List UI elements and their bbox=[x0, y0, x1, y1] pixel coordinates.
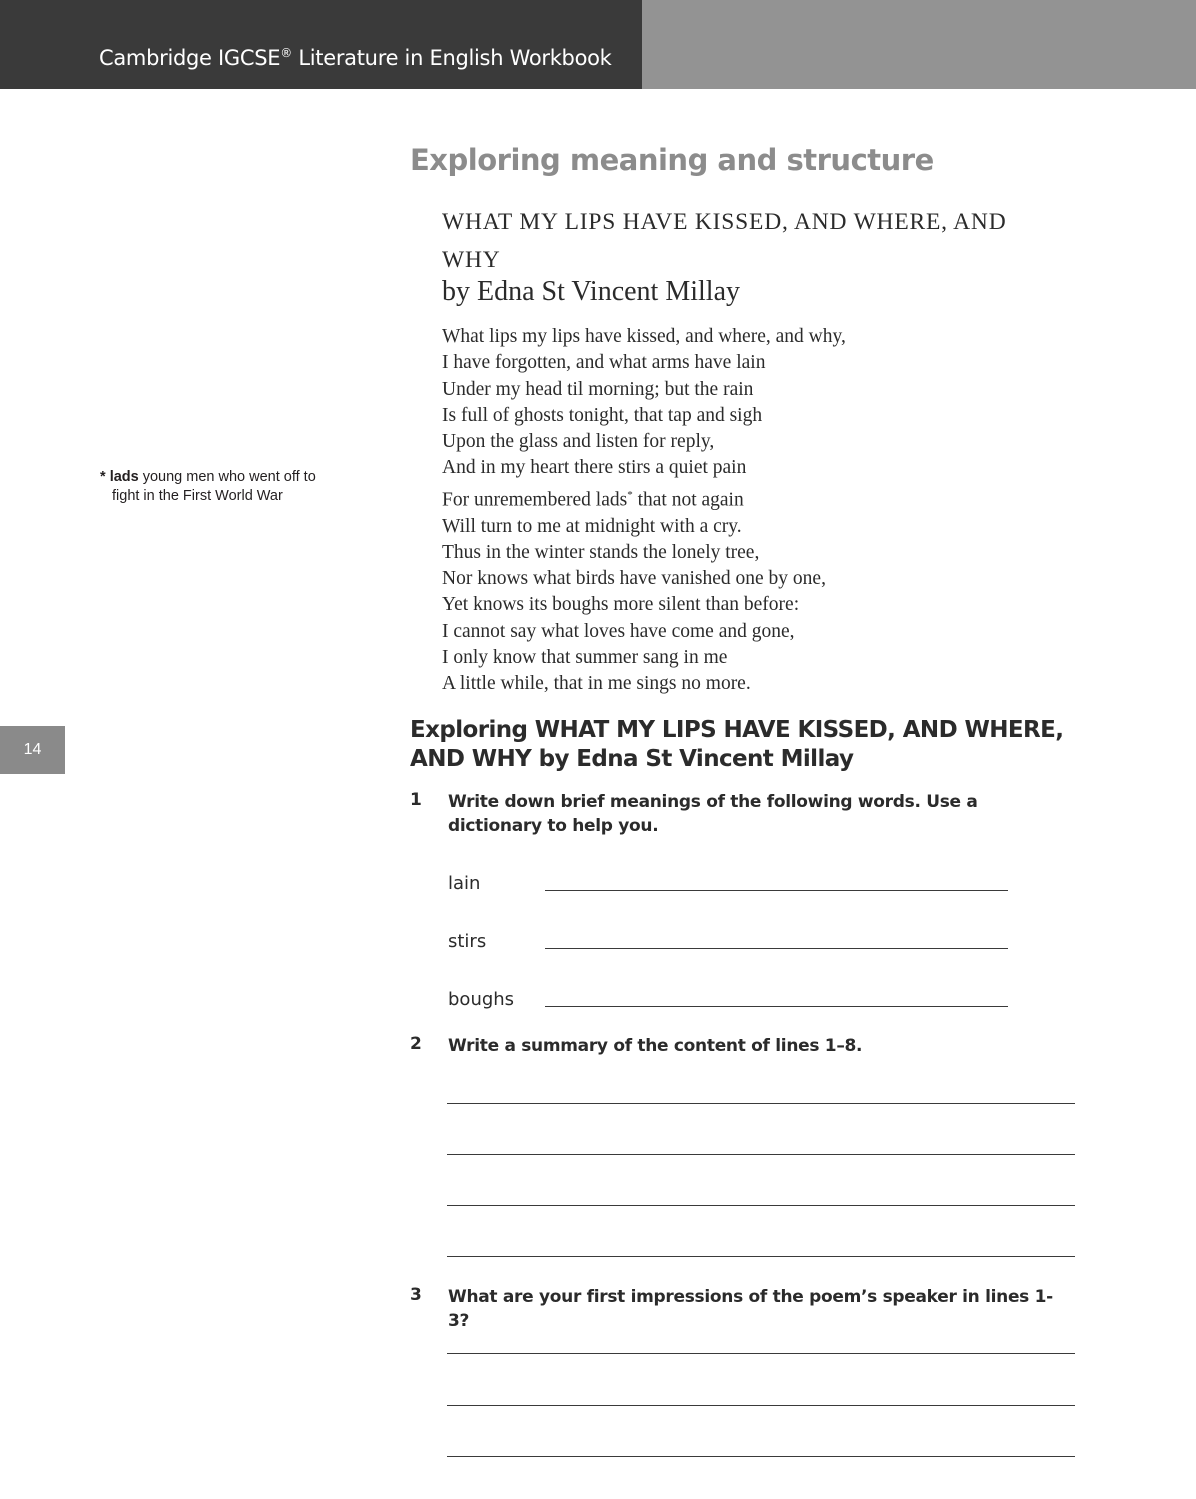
header-bar-accent bbox=[642, 0, 1196, 89]
answer-line[interactable] bbox=[545, 890, 1008, 891]
poem-line: I only know that summer sang in me bbox=[442, 647, 728, 669]
footnote-marker: * bbox=[627, 488, 633, 501]
poem-line: Nor knows what birds have vanished one by one, bbox=[442, 568, 826, 590]
question-number: 1 bbox=[410, 790, 422, 810]
section-heading: Exploring meaning and structure bbox=[410, 143, 934, 177]
poem-line: And in my heart there stirs a quiet pain bbox=[442, 457, 747, 479]
page-number: 14 bbox=[0, 726, 65, 774]
poem-line: I cannot say what loves have come and gone, bbox=[442, 620, 795, 642]
answer-line[interactable] bbox=[447, 1256, 1075, 1257]
poem-line: I have forgotten, and what arms have lain bbox=[442, 352, 766, 374]
poem-line: Under my head til morning; but the rain bbox=[442, 378, 754, 400]
poem-line: For unremembered lads* that not again bbox=[442, 488, 744, 511]
poem-author: by Edna St Vincent Millay bbox=[442, 276, 740, 307]
answer-line[interactable] bbox=[447, 1103, 1075, 1104]
question-text: Write a summary of the content of lines 1–8. bbox=[448, 1036, 863, 1056]
word-label: boughs bbox=[448, 989, 515, 1010]
poem-line: Will turn to me at midnight with a cry. bbox=[442, 515, 742, 537]
poem-line: Is full of ghosts tonight, that tap and sigh bbox=[442, 404, 763, 426]
footnote-term: lads bbox=[109, 469, 139, 485]
poem-line: Thus in the winter stands the lonely tree, bbox=[442, 541, 760, 563]
book-title: Cambridge IGCSE® Literature in English Workbook bbox=[99, 46, 612, 70]
question-number: 3 bbox=[410, 1285, 422, 1305]
answer-line[interactable] bbox=[447, 1205, 1075, 1206]
poem-line: Yet knows its boughs more silent than before: bbox=[442, 594, 800, 616]
poem-line: A little while, that in me sings no more. bbox=[442, 673, 751, 695]
poem-body bbox=[442, 324, 846, 698]
poem-line: What lips my lips have kissed, and where, and why, bbox=[442, 326, 846, 347]
poem-line: Upon the glass and listen for reply, bbox=[442, 431, 715, 453]
footnote: * lads young men who went off to fight in the First World War bbox=[100, 469, 316, 504]
header-bar bbox=[0, 0, 642, 89]
answer-line[interactable] bbox=[447, 1154, 1075, 1155]
question-text: Write down brief meanings of the following words. Use a dictionary to help you. bbox=[448, 792, 978, 836]
answer-line[interactable] bbox=[447, 1353, 1075, 1354]
question-number: 2 bbox=[410, 1034, 422, 1054]
answer-line[interactable] bbox=[447, 1456, 1075, 1457]
question-text: What are your first impressions of the poem’s speaker in lines 1-3? bbox=[448, 1287, 1053, 1331]
answer-line[interactable] bbox=[447, 1405, 1075, 1406]
word-label: lain bbox=[448, 873, 481, 894]
poem-title: WHAT MY LIPS HAVE KISSED, AND WHERE, AND WHY bbox=[442, 209, 1007, 273]
answer-line[interactable] bbox=[545, 948, 1008, 949]
word-label: stirs bbox=[448, 931, 487, 952]
answer-line[interactable] bbox=[545, 1006, 1008, 1007]
exploring-heading: Exploring WHAT MY LIPS HAVE KISSED, AND WHERE, AND WHY by Edna St Vincent Millay bbox=[410, 717, 1064, 772]
